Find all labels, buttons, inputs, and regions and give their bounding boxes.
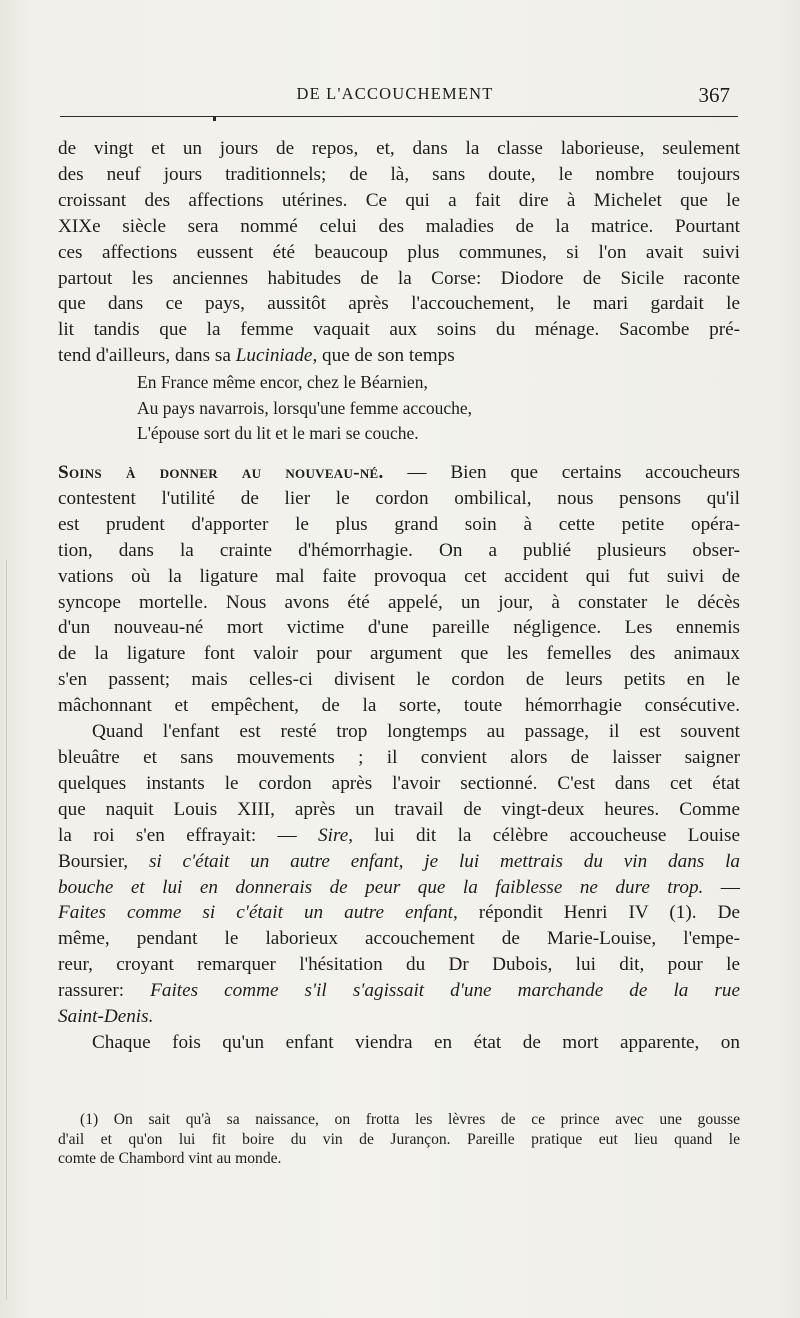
text-fragment: rassurer:: [58, 980, 151, 1002]
quote-italic: si c'était un autre enfant, je lui mettrais du vin dans la: [148, 850, 740, 872]
footnote-line: comte de Chambord vint au monde.: [58, 1150, 282, 1168]
text-line: mâchonnant et empêchent, de la sorte, toute hémorrhagie consécutive.: [58, 695, 740, 717]
text-fragment: —: [703, 876, 740, 898]
quote-italic: Faites comme s'il s'agissait d'une marchande de la rue: [150, 980, 741, 1002]
text-fragment: , lui dit la célèbre accoucheuse Louise: [348, 824, 740, 846]
text-line: syncope mortelle. Nous avons été appelé, un jour, à constater le décès: [58, 591, 740, 613]
page-header: [48, 84, 742, 108]
text-line: même, pendant le laborieux accouchement de Marie-Louise, l'empe-: [58, 928, 740, 950]
verse-line: En France même encor, chez le Béarnien,: [137, 372, 428, 392]
text-line: [58, 900, 740, 926]
text-line: [58, 875, 740, 901]
text-line: des neuf jours traditionnels; de là, sans doute, le nombre toujours: [58, 163, 740, 185]
text-line: croissant des affections utérines. Ce qui a fait dire à Michelet que le: [58, 189, 740, 211]
text-line: Chaque fois qu'un enfant viendra en état de mort apparente, on: [92, 1031, 740, 1053]
text-line: partout les anciennes habitudes de la Corse: Diodore de Sicile raconte: [58, 267, 740, 289]
verse-line: L'épouse sort du lit et le mari se couche.: [137, 423, 419, 443]
text-fragment: — Bien que certains accoucheurs: [383, 462, 740, 483]
quote-italic: Faites comme si c'était un autre enfant: [58, 902, 453, 924]
text-line: de la ligature font valoir pour argument que les femelles des animaux: [58, 643, 740, 665]
running-title: DE L'ACCOUCHEMENT: [296, 84, 494, 103]
page-edge-shadow: [6, 560, 7, 1300]
text-fragment: , répondit Henri IV (1). De: [452, 902, 740, 924]
text-line: lit tandis que la femme vaquait aux soins du ménage. Sacombe pré-: [58, 319, 740, 341]
quote-italic: bouche et lui en donnerais de peur que la faiblesse ne dure trop.: [58, 876, 704, 898]
text-line: [58, 460, 740, 486]
footnote: [58, 1110, 740, 1169]
quote-italic: Sire: [318, 824, 349, 846]
text-line: reur, croyant remarquer l'hésitation du Dr Dubois, lui dit, pour le: [58, 954, 740, 976]
text-line: [58, 823, 740, 849]
header-rule: [60, 116, 738, 117]
text-line: XIXe siècle sera nommé celui des maladies de la matrice. Pourtant: [58, 215, 740, 237]
text-line: quelques instants le cordon après l'avoir sectionné. C'est dans cet état: [58, 772, 740, 794]
text-fragment: Boursier,: [58, 850, 149, 872]
quote-italic: Saint-Denis.: [58, 1006, 154, 1028]
section-heading: Soins à donner au nouveau-né.: [58, 462, 384, 483]
text-line: que naquit Louis XIII, après un travail de vingt-deux heures. Comme: [58, 798, 740, 820]
section-newborn-care: [58, 460, 740, 1056]
verse-line: Au pays navarrois, lorsqu'une femme accouche,: [137, 397, 473, 418]
page-number: 367: [698, 83, 730, 107]
text-line: que dans ce pays, aussitôt après l'accouchement, le mari gardait le: [58, 293, 740, 315]
text-line: s'en passent; mais celles-ci divisent le cordon de leurs petits en le: [58, 669, 740, 691]
footnote-line: d'ail et qu'on lui fit boire du vin de Jurançon. Pareille pratique eut lieu quand le: [58, 1130, 740, 1148]
text-line: bleuâtre et sans mouvements ; il convient alors de laisser saigner: [58, 746, 740, 768]
header-rule-mark: [213, 117, 216, 121]
text-line: [58, 1004, 740, 1030]
text-line: contestent l'utilité de lier le cordon ombilical, nous pensons qu'il: [58, 487, 740, 509]
text-line: est prudent d'apporter le plus grand soin à cette petite opéra-: [58, 513, 740, 535]
verse-quotation: [137, 370, 472, 447]
text-line: [58, 849, 740, 875]
text-line: Quand l'enfant est resté trop longtemps au passage, il est souvent: [92, 721, 740, 743]
text-line: de vingt et un jours de repos, et, dans la classe laborieuse, seulement: [58, 138, 740, 159]
text-line: vations où la ligature mal faite provoqua cet accident qui fut suivi de: [58, 565, 740, 587]
text-fragment: tend d'ailleurs, dans sa: [58, 345, 236, 367]
text-line: [58, 343, 740, 369]
book-title: Luciniade: [235, 345, 313, 367]
text-fragment: , que de son temps: [312, 345, 455, 367]
paragraph-top: [58, 136, 740, 369]
text-fragment: la roi s'en effrayait: —: [58, 824, 319, 846]
footnote-line: (1) On sait qu'à sa naissance, on frotta les lèvres de ce prince avec une gousse: [80, 1111, 740, 1128]
text-line: [58, 978, 740, 1004]
text-line: tion, dans la crainte d'hémorrhagie. On a publié plusieurs obser-: [58, 539, 740, 561]
text-line: d'un nouveau-né mort victime d'une pareille négligence. Les ennemis: [58, 617, 740, 639]
text-line: ces affections eussent été beaucoup plus communes, si l'on avait suivi: [58, 241, 740, 263]
